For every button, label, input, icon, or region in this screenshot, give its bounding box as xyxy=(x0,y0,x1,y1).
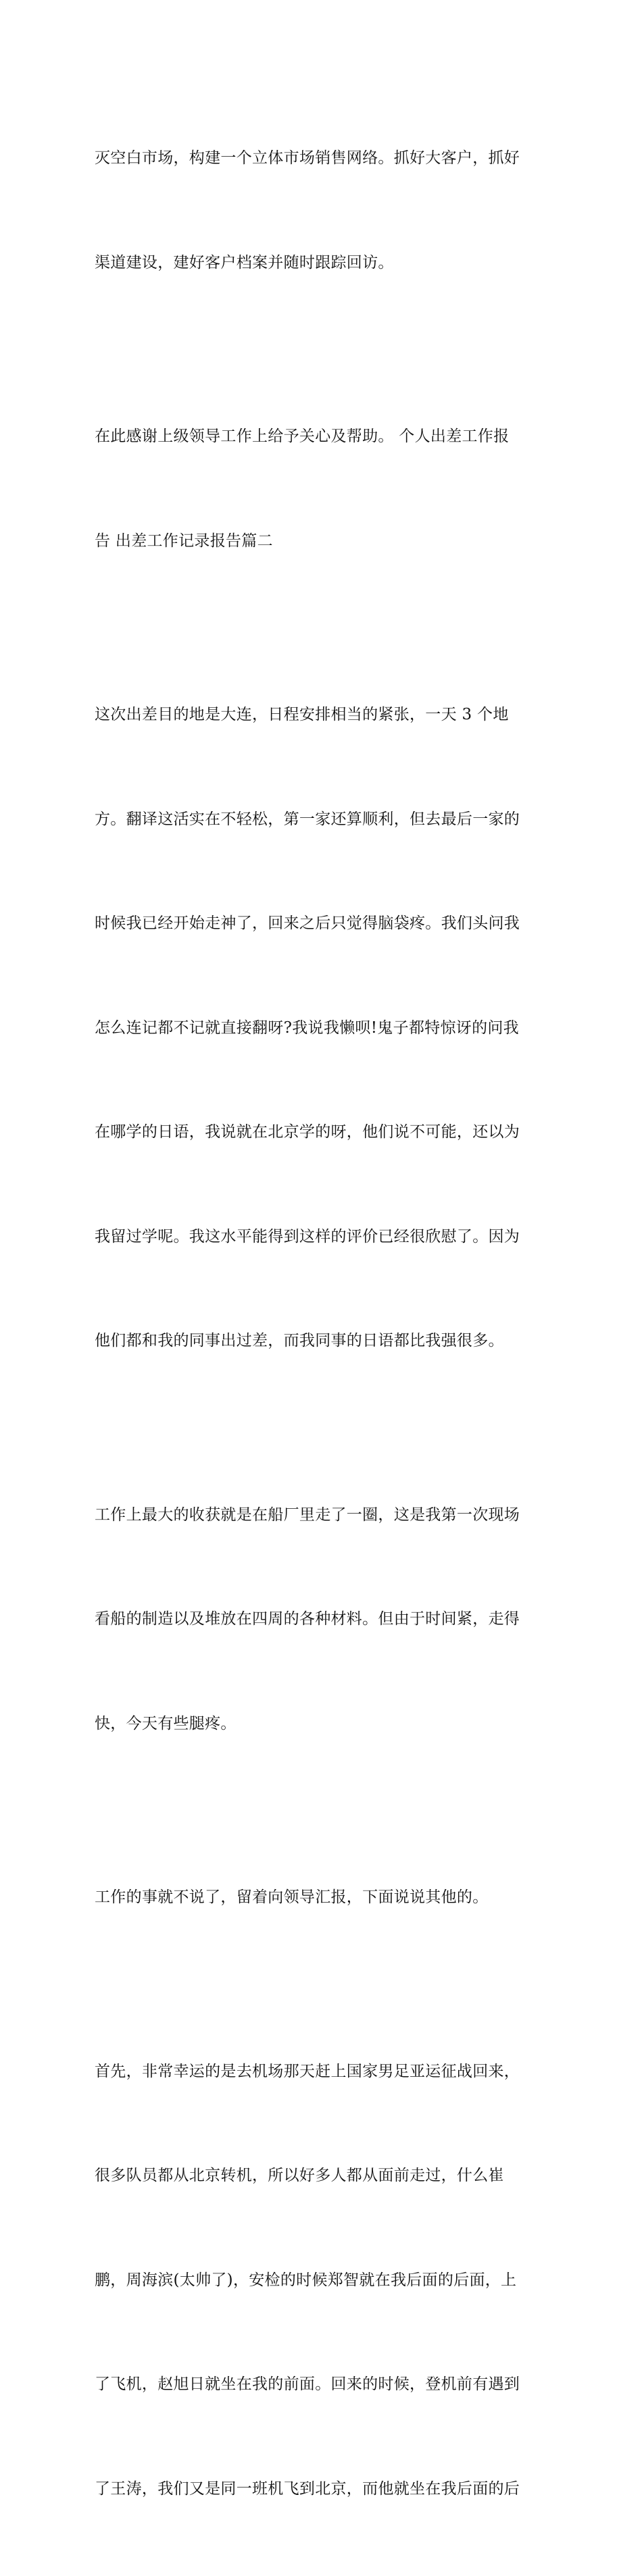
document-body xyxy=(95,72,554,2576)
text-line: 了飞机，赵旭日就坐在我的前面。回来的时候，登机前有遇到 xyxy=(95,2367,554,2402)
paragraph-marketing xyxy=(95,72,554,350)
text-line: 很多队员都从北京转机，所以好多人都从面前走过，什么崔 xyxy=(95,2159,554,2194)
text-line: 他们都和我的同事出过差，而我同事的日语都比我强很多。 xyxy=(95,1324,554,1359)
paragraph-dalian-trip xyxy=(95,628,554,1428)
text-line: 这次出差目的地是大连，日程安排相当的紧张，一天 3 个地 xyxy=(95,698,554,733)
text-line: 灭空白市场，构建一个立体市场销售网络。抓好大客户，抓好 xyxy=(95,141,554,176)
text-line: 了王涛，我们又是同一班机飞到北京，而他就坐在我后面的后 xyxy=(95,2472,554,2507)
paragraph-shipyard xyxy=(95,1428,554,1811)
paragraph-football-team xyxy=(95,1985,554,2576)
text-line: 时候我已经开始走神了，回来之后只觉得脑袋疼。我们头问我 xyxy=(95,906,554,942)
section-title-line: 告 出差工作记录报告篇二 xyxy=(95,524,554,559)
text-line: 渠道建设，建好客户档案并随时跟踪回访。 xyxy=(95,246,554,281)
text-line: 看船的制造以及堆放在四周的各种材料。但由于时间紧，走得 xyxy=(95,1602,554,1637)
text-line: 方。翻译这活实在不轻松，第一家还算顺利，但去最后一家的 xyxy=(95,802,554,838)
document-page xyxy=(0,0,642,830)
text-line: 首先，非常幸运的是去机场那天赶上国家男足亚运征战回来， xyxy=(95,2055,554,2090)
text-line: 我留过学呢。我这水平能得到这样的评价已经很欣慰了。因为 xyxy=(95,1220,554,1255)
text-line: 工作的事就不说了，留着向领导汇报，下面说说其他的。 xyxy=(95,1880,554,1915)
paragraph-thanks-and-title xyxy=(95,350,554,628)
text-line: 快，今天有些腿疼。 xyxy=(95,1707,554,1742)
text-line: 怎么连记都不记就直接翻呀?我说我懒呗!鬼子都特惊讶的问我 xyxy=(95,1011,554,1046)
text-line: 鹏，周海滨(太帅了)，安检的时候郑智就在我后面的后面，上 xyxy=(95,2263,554,2298)
text-line: 工作上最大的收获就是在船厂里走了一圈，这是我第一次现场 xyxy=(95,1498,554,1533)
paragraph-transition xyxy=(95,1811,554,1985)
text-line: 在此感谢上级领导工作上给予关心及帮助。 个人出差工作报 xyxy=(95,419,554,455)
text-line: 在哪学的日语，我说就在北京学的呀，他们说不可能，还以为 xyxy=(95,1115,554,1150)
